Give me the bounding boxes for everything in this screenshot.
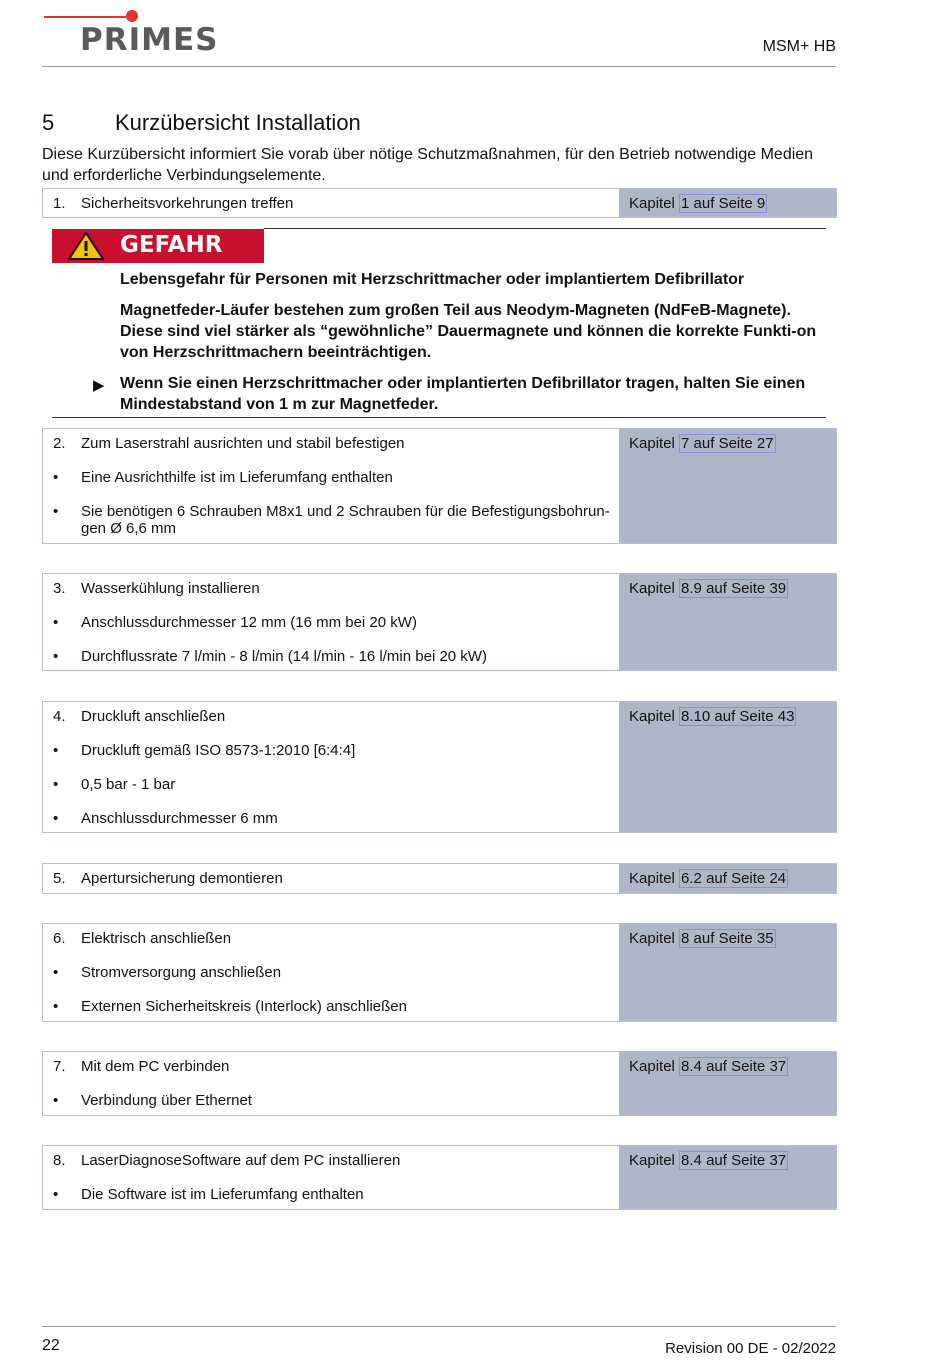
step-text: Sicherheitsvorkehrungen treffen [81,195,294,212]
reference-prefix: Kapitel [629,1058,680,1075]
logo-text: PRIMES [80,22,219,58]
step-text: Anschlussdurchmesser 6 mm [81,810,278,827]
step-number: 7. [53,1058,66,1075]
reference-link[interactable]: 8.9 auf Seite 39 [681,580,787,597]
step-row-7 [42,1051,837,1116]
page-number: 22 [42,1337,60,1354]
bullet: • [53,776,59,793]
danger-heading: Lebensgefahr für Personen mit Herzschrittmacher oder implantiertem Defibrillator [120,271,745,288]
chapter-reference [629,1152,788,1169]
chapter-reference [629,1058,788,1075]
chapter-reference [629,708,796,725]
step-row-2 [42,428,837,544]
bullet: • [53,1186,59,1203]
bullet: • [53,998,59,1015]
chapter-number: 5 [42,110,55,135]
step-text: Sie benötigen 6 Schrauben M8x1 und 2 Schrauben für die Befestigungsbohrun-gen Ø 6,6 mm [81,503,610,537]
step-number: 3. [53,580,66,597]
bullet: • [53,469,59,486]
step-text: LaserDiagnoseSoftware auf dem PC installieren [81,1152,401,1169]
product-name: MSM+ HB [762,38,836,55]
chapter-reference [629,195,767,212]
reference-prefix: Kapitel [629,708,680,725]
step-row-6 [42,923,837,1022]
bullet: • [53,614,59,631]
chapter-reference [629,870,788,887]
step-text: Eine Ausrichthilfe ist im Lieferumfang enthalten [81,469,393,486]
step-text: Die Software ist im Lieferumfang enthalten [81,1186,364,1203]
step-text: Externen Sicherheitskreis (Interlock) anschließen [81,998,407,1015]
step-text: Apertursicherung demontieren [81,870,283,887]
danger-action: Wenn Sie einen Herzschrittmacher oder implantierten Defibrillator tragen, halten Sie einen Mindestabstand von 1 m zur Magnetfeder. [120,375,806,413]
reference-link[interactable]: 8 auf Seite 35 [681,930,774,947]
step-text: Verbindung über Ethernet [81,1092,252,1109]
step-text: Stromversorgung anschließen [81,964,282,981]
step-text: Anschlussdurchmesser 12 mm (16 mm bei 20 kW) [81,614,417,631]
step-number: 1. [53,195,66,212]
reference-prefix: Kapitel [629,870,680,887]
chapter-reference [629,580,788,597]
bullet: • [53,503,59,520]
step-text: Druckluft gemäß ISO 8573-1:2010 [6:4:4] [81,742,356,759]
step-row-8 [42,1145,837,1210]
reference-link[interactable]: 1 auf Seite 9 [681,195,766,212]
step-text: Elektrisch anschließen [81,930,232,947]
step-text: Druckluft anschließen [81,708,226,725]
danger-bottom-rule [52,417,826,418]
step-row-1 [42,188,837,218]
reference-prefix: Kapitel [629,195,680,212]
logo-accent-line [44,16,126,18]
chapter-reference [629,435,776,452]
step-row-3 [42,573,837,671]
reference-prefix: Kapitel [629,435,680,452]
logo-accent-dot [126,10,138,22]
step-text: Wasserkühlung installieren [81,580,260,597]
step-row-5 [42,863,837,894]
bullet: • [53,742,59,759]
chapter-title: Kurzübersicht Installation [115,110,361,135]
danger-top-rule [264,228,826,229]
bullet: • [53,964,59,981]
action-arrow-icon: ▶ [93,377,105,394]
step-text: Mit dem PC verbinden [81,1058,230,1075]
step-row-4 [42,701,837,833]
bullet: • [53,648,59,665]
step-number: 4. [53,708,66,725]
bullet: • [53,1092,59,1109]
reference-prefix: Kapitel [629,580,680,597]
step-number: 6. [53,930,66,947]
chapter-intro: Diese Kurzübersicht informiert Sie vorab über nötige Schutzmaßnahmen, für den Betrieb notwendige Medien und erforderliche Verbindungselemente. [42,146,814,184]
reference-link[interactable]: 8.4 auf Seite 37 [681,1058,787,1075]
reference-link[interactable]: 6.2 auf Seite 24 [681,870,787,887]
step-text: Zum Laserstrahl ausrichten und stabil befestigen [81,435,405,452]
reference-prefix: Kapitel [629,1152,680,1169]
bullet: • [53,810,59,827]
reference-link[interactable]: 8.4 auf Seite 37 [681,1152,787,1169]
reference-link[interactable]: 7 auf Seite 27 [681,435,774,452]
reference-prefix: Kapitel [629,930,680,947]
header-rule [42,66,836,67]
reference-link[interactable]: 8.10 auf Seite 43 [681,708,795,725]
step-number: 8. [53,1152,66,1169]
warning-triangle-icon [68,232,104,260]
step-number: 5. [53,870,66,887]
chapter-reference [629,930,776,947]
revision-info: Revision 00 DE - 02/2022 [665,1340,836,1357]
danger-body: Magnetfeder-Läufer bestehen zum großen Teil aus Neodym-Magneten (NdFeB-Magnete). Diese sind viel stärker als “gewöhnliche” Dauermagnete und können die korrekte Funkti-on von Herzschrittmachern beeinträchtigen. [120,302,817,361]
step-text: 0,5 bar - 1 bar [81,776,176,793]
step-number: 2. [53,435,66,452]
danger-label: GEFAHR [120,232,223,258]
footer-rule [42,1326,836,1327]
step-text: Durchflussrate 7 l/min - 8 l/min (14 l/min - 16 l/min bei 20 kW) [81,648,487,665]
